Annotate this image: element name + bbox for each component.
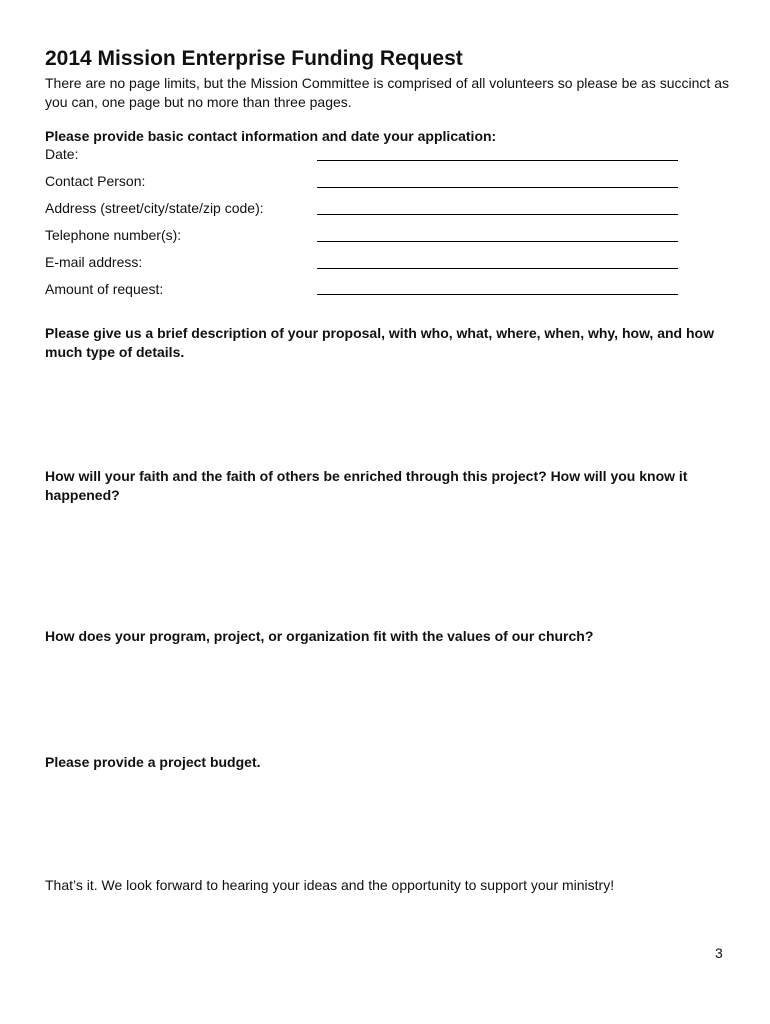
proposal-question: Please give us a brief description of your proposal, with who, what, where, when, why, how, and how much type of details.	[45, 325, 714, 360]
page-number: 3	[715, 945, 723, 961]
date-field[interactable]	[317, 160, 678, 161]
values-question: How does your program, project, or organization fit with the values of our church?	[45, 628, 594, 644]
email-field[interactable]	[317, 268, 678, 269]
faith-question: How will your faith and the faith of others be enriched through this project? How will you know it happened?	[45, 468, 688, 503]
contact-heading: Please provide basic contact information and date your application:	[45, 128, 497, 144]
amount-label: Amount of request:	[45, 281, 164, 297]
address-label: Address (street/city/state/zip code):	[45, 200, 264, 216]
telephone-field[interactable]	[317, 241, 678, 242]
budget-question: Please provide a project budget.	[45, 754, 261, 770]
contact-person-label: Contact Person:	[45, 173, 146, 189]
intro-text: There are no page limits, but the Mission Committee is comprised of all volunteers so please be as succinct as you can, one page but no more than three pages.	[45, 75, 729, 110]
closing-text: That’s it. We look forward to hearing your ideas and the opportunity to support your ministry!	[45, 877, 615, 893]
amount-field[interactable]	[317, 294, 678, 295]
telephone-label: Telephone number(s):	[45, 227, 182, 243]
date-label: Date:	[45, 146, 79, 162]
address-field[interactable]	[317, 214, 678, 215]
email-label: E-mail address:	[45, 254, 143, 270]
contact-person-field[interactable]	[317, 187, 678, 188]
page-title: 2014 Mission Enterprise Funding Request	[45, 47, 463, 70]
